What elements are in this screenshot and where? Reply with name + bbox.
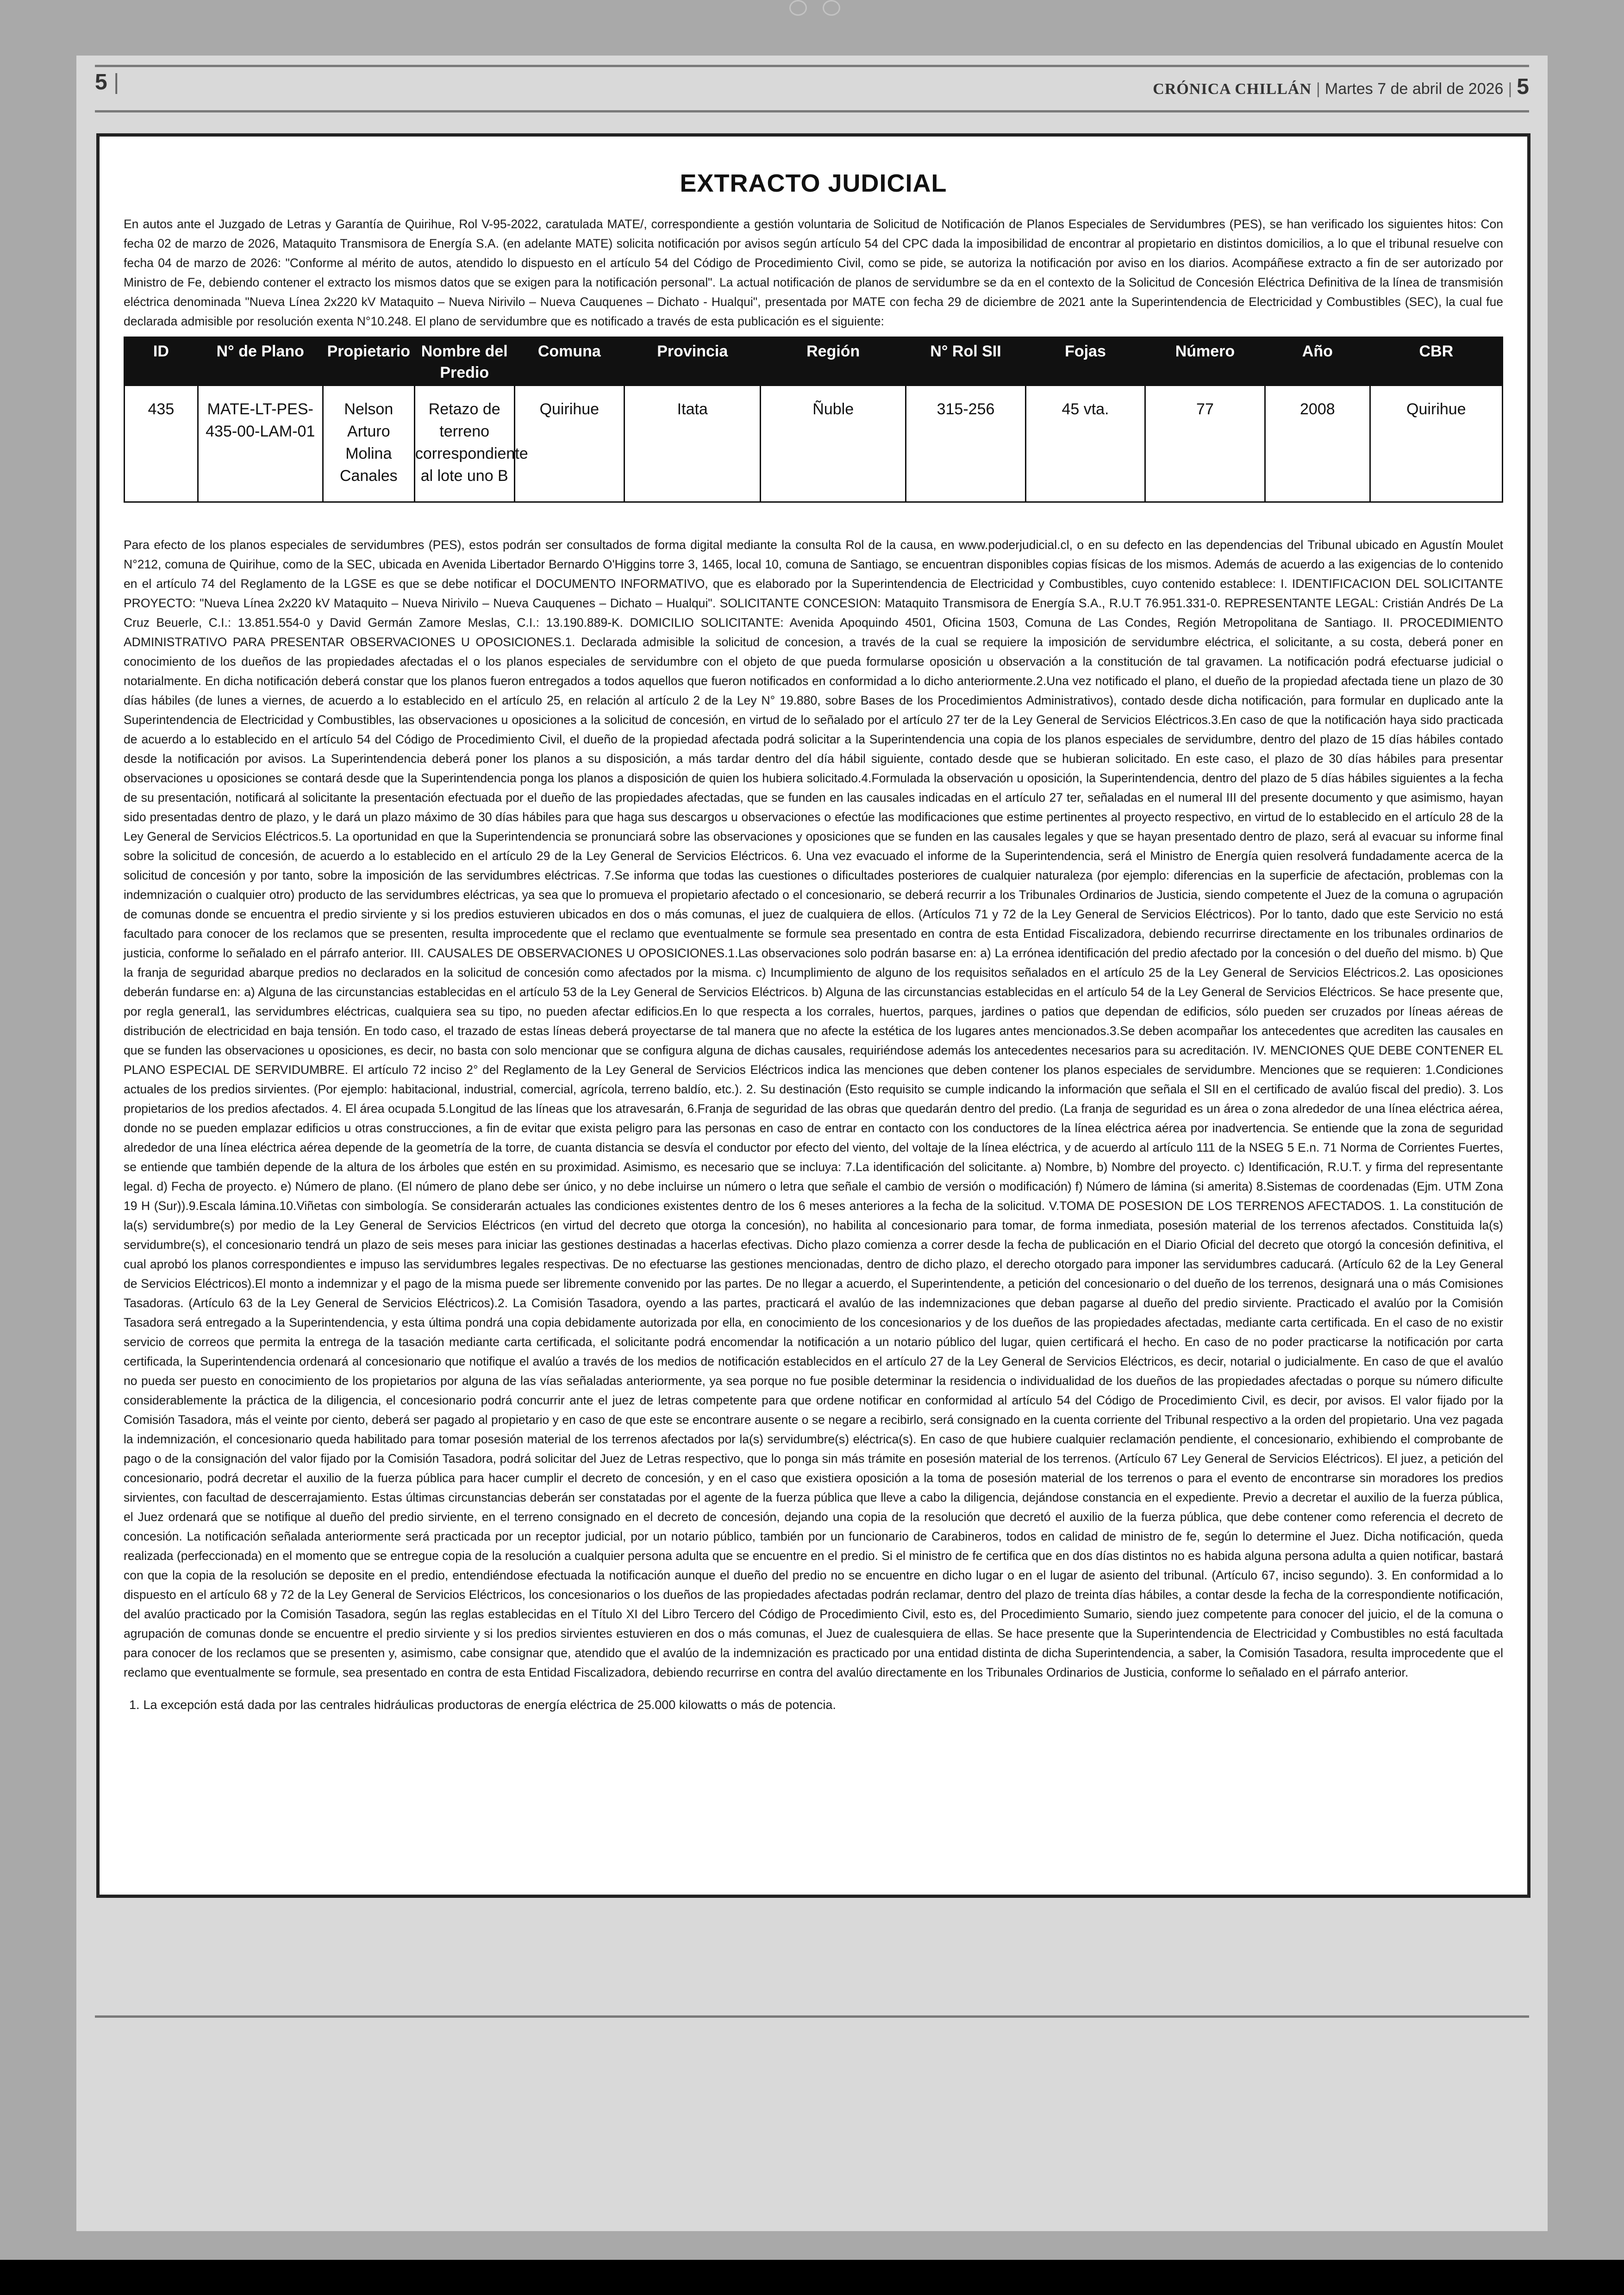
table-cell-cbr: Quirihue <box>1370 386 1502 502</box>
viewer-bottom-bar <box>0 2260 1624 2295</box>
footnote <box>124 1698 1503 1712</box>
table-header-cell: N° de Plano <box>198 337 323 386</box>
table-header-cell: Nombre del Predio <box>414 337 514 386</box>
page-bottom-rule <box>95 2015 1529 2018</box>
header-bottom-rule <box>95 110 1529 112</box>
table-header-cell: Año <box>1265 337 1370 386</box>
table-header-cell: Comuna <box>514 337 624 386</box>
viewer-controls <box>782 0 847 16</box>
table-header-row <box>125 337 1503 386</box>
notice-title: EXTRACTO JUDICIAL <box>680 169 947 197</box>
table-header-cell: Fojas <box>1026 337 1145 386</box>
notice-body: Para efecto de los planos especiales de servidumbres (PES), estos podrán ser consultados de forma digital mediante la consulta Rol de la causa, en www.poderjudicial.cl, o en su defecto en las dependencias del Tribunal ubicado en Agustín Moulet N°212, comuna de Quirihue, como de la SEC, ubicada en Avenida Libertador Bernardo O'Higgins torre 3, 1465, local 10, comuna de Santiago, se encuentran disponibles copias físicas de los mismos. Además de acuerdo a las exigencias de lo contenido en el artículo 74 del Reglamento de la LGSE es que se debe notificar el DOCUMENTO INFORMATIVO, que es elaborado por la Superintendencia de Electricidad y Combustibles, cuyo contenido establece: I. IDENTIFICACION DEL SOLICITANTE PROYECTO: "Nueva Línea 2x220 kV Mataquito – Nueva Nirivilo – Nueva Cauquenes – Dichato – Hualqui". SOLICITANTE CONCESION: Mataquito Transmisora de Energía S.A., R.U.T 76.951.331-0. REPRESENTANTE LEGAL: Cristián Andrés De La Cruz Beuerle, C.I.: 13.851.554-0 y David Germán Zamore Meslas, C.I.: 13.190.889-K. DOMICILIO SOLICITANTE: Avenida Apoquindo 4501, Oficina 1503, Comuna de Las Condes, Región Metropolitana de Santiago. II. PROCEDIMIENTO ADMINISTRATIVO PARA PRESENTAR OBSERVACIONES U OPOSICIONES.1. Declarada admisible la solicitud de concesion, a través de la cual se requiere la imposición de servidumbre eléctrica, el solicitante, a su costa, deberá poner en conocimiento de los dueños de las propiedades afectadas el o los planos especiales de servidumbre con el objeto de que pueda formularse oposición u observación a la constitución de tal gravamen. La notificación podrá efectuarse judicial o notarialmente. En dicha notificación deberá constar que los planos fueron entregados a todos aquellos que fueron notificados en conformidad a lo dicho anteriormente.2.Una vez notificado el plano, el dueño de la propiedad afectada tiene un plazo de 30 días hábiles (de lunes a viernes, de acuerdo a lo establecido en el artículo 25, en relación al artículo 2 de la Ley N° 19.880, sobre Bases de los Procedimientos Administrativos), contado desde dicha notificación, para formular en duplicado ante la Superintendencia de Electricidad y Combustibles, las observaciones u oposiciones a la solicitud de concesión, en virtud de lo señalado por el artículo 27 ter de la Ley General de Servicios Eléctricos.3.En caso de que la notificación haya sido practicada de acuerdo a lo establecido en el artículo 54 del Código de Procedimiento Civil, el dueño de la propiedad afectada podrá solicitar a la Superintendencia una copia de los planos especiales de servidumbre, dentro del plazo de 15 días hábiles contado desde la notificación por avisos. La Superintendencia deberá poner los planos a su disposición, a más tardar dentro del día hábil siguiente, contado desde que se hubieran solicitado. En este caso, el plazo de 30 días hábiles para presentar observaciones u oposiciones se contará desde que la Superintendencia ponga los planos a disposición de quien los hubiera solicitado.4.Formulada la observación u oposición, la Superintendencia, dentro del plazo de 5 días hábiles siguientes a la fecha de su presentación, notificará al solicitante la presentación efectuada por el dueño de las propiedades afectadas, que se funden en las causales indicadas en el artículo 27 ter, señaladas en el numeral III del presente documento y que asimismo, hayan sido presentadas dentro de plazo, y le dará un plazo máximo de 30 días hábiles para que haga sus descargos u observaciones o efectúe las modificaciones que estime pertinentes al proyecto respectivo, en virtud de lo establecido en el artículo 28 de la Ley General de Servicios Eléctricos.5. La oportunidad en que la Superintendencia se pronunciará sobre las observaciones y oposiciones que se funden en las causales legales y que se hayan presentado dentro de plazo, será al evacuar su informe final sobre la solicitud de concesión, de acuerdo a lo establecido en el artículo 29 de la Ley General de Servicios Eléctricos. 6. Una vez evacuado el informe de la Superintendencia, será el Ministro de Energía quien resolverá fundadamente acerca de la solicitud de concesión y por tanto, sobre la imposición de las servidumbres eléctricas. 7.Se informa que todas las cuestiones o dificultades posteriores de cualquier naturaleza (por ejemplo: diferencias en la superficie de afectación, problemas con la indemnización o cualquier otro) producto de las servidumbres eléctricas, ya sea que lo promueva el propietario afectado o el concesionario, se deberá recurrir a los Tribunales Ordinarios de Justicia, siendo competente el Juez de la comuna o agrupación de comunas donde se encuentra el predio sirviente y si los predios estuvieren ubicados en dos o más comunas, el juez de cualquiera de ellos. (Artículos 71 y 72 de la Ley General de Servicios Eléctricos). Por lo tanto, dado que este Servicio no está facultado para conocer de los reclamos que se presenten, resulta improcedente que el reclamo que eventualmente se formule sea presentado en contra de esta Entidad Fiscalizadora, debiendo recurrirse directamente en los tribunales ordinarios de justicia, conforme lo señalado en el párrafo anterior. III. CAUSALES DE OBSERVACIONES U OPOSICIONES.1.Las observaciones solo podrán basarse en: a) La errónea identificación del predio afectado por la concesión o del dueño del mismo. b) Que la franja de seguridad abarque predios no declarados en la solicitud de concesión como afectados por la misma. c) Incumplimiento de alguno de los requisitos señalados en el artículo 25 de la Ley General de Servicios Eléctricos.2. Las oposiciones deberán fundarse en: a) Alguna de las circunstancias establecidas en el artículo 53 de la Ley General de Servicios Eléctricos. b) Alguna de las circunstancias establecidas en el artículo 54 de la Ley General de Servicios Eléctricos. Se hace presente que, por regla general1, las servidumbres eléctricas, cualquiera sea su tipo, no pueden afectar edificios.En lo que respecta a los corrales, huertos, parques, jardines o patios que dependan de edificios, sólo pueden ser cruzados por líneas aéreas de distribución de electricidad en baja tensión. En todo caso, el trazado de estas líneas deberá proyectarse de tal manera que no afecte la estética de los lugares antes mencionados.3.Se deben acompañar los antecedentes que acrediten las causales en que se funden las observaciones u oposiciones, es decir, no basta con solo mencionar que se configura alguna de dichas causales, requiriéndose además los antecedentes necesarios para su acreditación. IV. MENCIONES QUE DEBE CONTENER EL PLANO ESPECIAL DE SERVIDUMBRE. El artículo 72 inciso 2° del Reglamento de la Ley General de Servicios Eléctricos indica las menciones que deben contener los planos especiales de servidumbre. Menciones que se requieren: 1.Condiciones actuales de los predios sirvientes. (Por ejemplo: habitacional, industrial, comercial, agrícola, terreno baldío, etc.). 2. Su destinación (Esto requisito se cumple indicando la información que señala el SII en el certificado de avalúo fiscal del predio). 3. Los propietarios de los predios afectados. 4. El área ocupada 5.Longitud de las líneas que los atravesarán, 6.Franja de seguridad de las obras que quedarán dentro del predio. (La franja de seguridad es un área o zona alrededor de una línea eléctrica aérea, donde no se pueden emplazar edificios u otras construcciones, a fin de evitar que exista peligro para las personas en caso de entrar en contacto con los conductores de la línea eléctrica aérea por inadvertencia. Se entiende que la zona de seguridad alrededor de una línea eléctrica aérea depende de la geometría de la torre, de cuanta distancia se desvía el conductor por efecto del viento, del voltaje de la línea eléctrica, y de acuerdo al artículo 111 de la NSEG 5 E.n. 71 Norma de Corrientes Fuertes, se entiende que también depende de la altura de los árboles que estén en su proximidad. Asimismo, es necesario que se incluya: 7.La identificación del solicitante. a) Nombre, b) Nombre del proyecto. c) Identificación, R.U.T. y firma del representante legal. d) Fecha de proyecto. e) Número de plano. (El número de plano debe ser único, y no debe incluirse un número o letra que señale el cambio de versión o modificación) f) Número de lámina (si amerita) 8.Sistemas de coordenadas (Ejm. UTM Zona 19 H (Sur)).9.Escala lámina.10.Viñetas con simbología. Se considerarán actuales las condiciones existentes dentro de los 6 meses anteriores a la fecha de la solicitud. V.TOMA DE POSESION DE LOS TERRENOS AFECTADOS. 1. La constitución de la(s) servidumbre(s) por medio de la Ley General de Servicios Eléctricos (en virtud del decreto que otorga la concesión), no habilita al concesionario para tomar, de forma inmediata, posesión material de los terrenos afectados. Constituida la(s) servidumbre(s), el concesionario tendrá un plazo de seis meses para iniciar las gestiones destinadas a hacerlas efectivas. Dicho plazo comienza a correr desde la fecha de publicación en el Diario Oficial del decreto que otorgó la concesión definitiva, el cual aprobó los planos correspondientes e impuso las servidumbres legales respectivas. De no efectuarse las gestiones mencionadas, dentro de dicho plazo, el derecho otorgado para imponer las servidumbres caducará. (Artículo 62 de la Ley General de Servicios Eléctricos).El monto a indemnizar y el pago de la misma puede ser libremente convenido por las partes. De no llegar a acuerdo, el Superintendente, a petición del concesionario o del dueño de los terrenos, designará una o más Comisiones Tasadoras. (Artículo 63 de la Ley General de Servicios Eléctricos).2. La Comisión Tasadora, oyendo a las partes, practicará el avalúo de las indemnizaciones que deban pagarse al dueño del predio sirviente. Practicado el avalúo por la Comisión Tasadora será entregado a la Superintendencia, y esta última pondrá una copia debidamente autorizada por ella, en conocimiento de los concesionarios y de los dueños de las propiedades afectadas, mediante carta certificada. En el caso de no existir servicio de correos que permita la entrega de la tasación mediante carta certificada, el solicitante podrá encomendar la notificación a un notario público del lugar, quien certificará el hecho. En caso de no poder practicarse la notificación por carta certificada, la Superintendencia ordenará al concesionario que notifique el avalúo a través de los medios de notificación establecidos en el artículo 27 de la Ley General de Servicios Eléctricos, es decir, notarial o judicialmente. En caso de que el avalúo no pueda ser puesto en conocimiento de los propietarios por alguna de las vías señaladas anteriormente, ya sea porque no fue posible determinar la residencia o individualidad de los dueños de las propiedades afectadas o porque su número dificulte considerablemente la práctica de la diligencia, el concesionario podrá concurrir ante el juez de letras competente para que ordene notificar en conformidad al artículo 54 del Código de Procedimiento Civil, es decir, por avisos. El valor fijado por la Comisión Tasadora, más el veinte por ciento, deberá ser pagado al propietario y en caso de que este se encontrare ausente o se negare a recibirlo, será consignado en la cuenta corriente del Tribunal respectivo a la orden del propietario. Una vez pagada la indemnización, el concesionario queda habilitado para tomar posesión material de los terrenos afectados por la(s) servidumbre(s) eléctrica(s). En caso de que hubiere cualquier reclamación pendiente, el concesionario, exhibiendo el comprobante de pago o de la consignación del valor fijado por la Comisión Tasadora, podrá solicitar del Juez de Letras respectivo, que lo ponga sin más trámite en posesión material de los terrenos. (Artículo 67 Ley General de Servicios Eléctricos). El juez, a petición del concesionario, podrá decretar el auxilio de la fuerza pública para hacer cumplir el decreto de concesión, y en el caso que existiera oposición a la toma de posesión material de los terrenos o para el evento de encontrarse sin moradores los predios sirvientes, con facultad de descerrajamiento. Estas últimas circunstancias deberán ser constatadas por el agente de la fuerza pública que lleve a cabo la diligencia, dejándose constancia en el expediente. Previo a decretar el auxilio de la fuerza pública, el Juez ordenará que se notifique al dueño del predio sirviente, en el terreno consignado en el decreto de concesión, dejando una copia de la resolución que decretó el auxilio de la fuerza pública, que debe contener como referencia el decreto de concesión. La notificación señalada anteriormente será practicada por un receptor judicial, por un notario público, también por un funcionario de Carabineros, todos en calidad de ministro de fe, según lo determine el Juez. Dicha notificación, queda realizada (perfeccionada) en el momento que se entregue copia de la resolución a cualquier persona adulta que se encuentre en el predio. Si el ministro de fe certifica que en dos días distintos no es habida alguna persona adulta a quien notificar, bastará con que la copia de la resolución se deposite en el predio, entendiéndose efectuada la notificación aunque el dueño del predio no se encuentre en dicho lugar o en el lugar de asiento del tribunal. (Artículo 67, inciso segundo). 3. En conformidad a lo dispuesto en el artículo 68 y 72 de la Ley General de Servicios Eléctricos, los concesionarios o los dueños de las propiedades afectadas podrán reclamar, dentro del plazo de treinta días hábiles, a contar desde la fecha de la correspondiente notificación, del avalúo practicado por la Comisión Tasadora, según las reglas establecidas en el Título XI del Libro Tercero del Código de Procedimiento Civil, esto es, del Procedimiento Sumario, siendo juez competente para conocer del juicio, el de la comuna o agrupación de comunas donde se encuentre el predio sirviente y si los predios sirvientes estuvieren en dos o más comunas, el Juez de cualesquiera de ellas. Se hace presente que la Superintendencia de Electricidad y Combustibles no está facultada para conocer de los reclamos que se presenten y, asimismo, cabe consignar que, atendido que el avalúo de la indemnización es practicado por una entidad distinta de dicha Superintendencia, a saber, la Comisión Tasadora, resulta improcedente que el reclamo que eventualmente se formule, sea presentado en contra de esta Entidad Fiscalizadora, debiendo recurrirse en contra del avalúo directamente en los Tribunales Ordinarios de Justicia, conforme lo señalado en el párrafo anterior. <box>124 538 1503 1679</box>
table-cell-comuna: Quirihue <box>514 386 624 502</box>
judicial-notice <box>96 133 1530 1898</box>
page-number-left-value: 5 <box>95 70 107 94</box>
table-cell-numero: 77 <box>1145 386 1265 502</box>
table-cell-id: 435 <box>125 386 198 502</box>
servidumbre-plan-table <box>124 337 1503 503</box>
publication-date: Martes 7 de abril de 2026 <box>1324 80 1504 98</box>
table-header-cell: Número <box>1145 337 1265 386</box>
table-header-cell: N° Rol SII <box>906 337 1025 386</box>
table-header-cell: CBR <box>1370 337 1502 386</box>
page-header-right: CRÓNICA CHILLÁN | Martes 7 de abril de 2026 | 5 <box>1153 75 1529 99</box>
table-cell-ano: 2008 <box>1265 386 1370 502</box>
viewer-control-right-icon[interactable] <box>823 0 840 16</box>
table-header-cell: ID <box>125 337 198 386</box>
table-cell-plano: MATE-LT-PES-435-00-LAM-01 <box>198 386 323 502</box>
table-cell-predio: Retazo de terreno correspondiente al lote uno B <box>414 386 514 502</box>
table-header-cell: Provincia <box>625 337 761 386</box>
page-number-left: 5 | <box>95 70 119 94</box>
footnote-text: La excepción está dada por las centrales hidráulicas productoras de energía eléctrica de 25.000 kilowatts o más de potencia. <box>143 1698 836 1712</box>
page-number-right: 5 <box>1517 75 1529 99</box>
table-header-cell: Propietario <box>323 337 414 386</box>
table-header-cell: Región <box>761 337 906 386</box>
footnote-number: 1. <box>129 1698 140 1712</box>
newspaper-page <box>76 56 1548 2231</box>
table-cell-provincia: Itata <box>625 386 761 502</box>
publication-name: CRÓNICA CHILLÁN <box>1153 81 1312 98</box>
table-cell-rol-sii: 315-256 <box>906 386 1025 502</box>
table-cell-region: Ñuble <box>761 386 906 502</box>
notice-intro: En autos ante el Juzgado de Letras y Garantía de Quirihue, Rol V-95-2022, caratulada MATE/, correspondiente a gestión voluntaria de Solicitud de Notificación de Planos Especiales de Servidumbres (PES), se han verificado los siguientes hitos: Con fecha 02 de marzo de 2026, Mataquito Transmisora de Energía S.A. (en adelante MATE) solicita notificación por avisos según artículo 54 del CPC dada la imposibilidad de encontrar al propietario en distintos domicilios, a lo que el tribunal resuelve con fecha 04 de marzo de 2026: "Conforme al mérito de autos, atendido lo dispuesto en el artículo 54 del Código de Procedimiento Civil, como se pide, se autoriza la notificación por aviso en los diarios. Acompáñese extracto a fin de ser autorizado por Ministro de Fe, debiendo contener el extracto los mismos datos que se exigen para la notificación personal". La actual notificación de planos de servidumbre se da en el contexto de la Solicitud de Concesión Eléctrica Definitiva de la línea de transmisión eléctrica denominada "Nueva Línea 2x220 kV Mataquito – Nueva Nirivilo – Nueva Cauquenes – Dichato - Hualqui", presentada por MATE con fecha 29 de diciembre de 2021 ante la Superintendencia de Electricidad y Combustibles (SEC), la cual fue declarada admisible por resolución exenta N°10.248. El plano de servidumbre que es notificado a través de esta publicación es el siguiente: <box>124 217 1503 328</box>
table-row <box>125 386 1503 502</box>
table-cell-propietario: Nelson Arturo Molina Canales <box>323 386 414 502</box>
table-cell-fojas: 45 vta. <box>1026 386 1145 502</box>
header-top-rule <box>95 65 1529 67</box>
viewer-control-left-icon[interactable] <box>789 0 807 16</box>
